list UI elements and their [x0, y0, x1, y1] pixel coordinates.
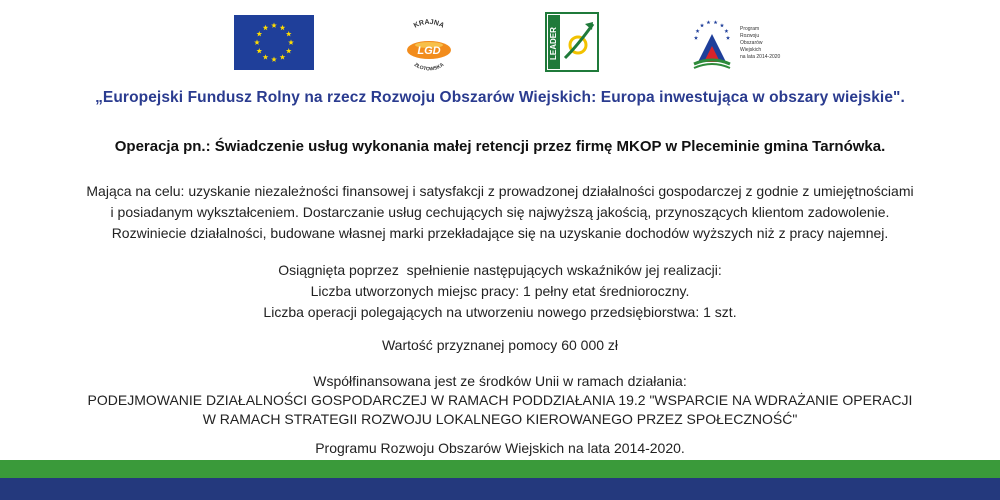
prow-line: Obszarów — [740, 40, 763, 46]
aim-line: Rozwiniecie działalności, budowane własnej marki przekładające się na uzyskanie dochodów wyższych niż z pracy najemnej. — [111, 225, 889, 241]
prow-star-icon — [726, 36, 730, 40]
eu-flag-icon — [234, 15, 314, 70]
indicator-line: Liczba operacji polegających na utworzeniu nowego przedsiębiorstwa: 1 szt. — [263, 304, 737, 320]
aid-value: Wartość przyznanej pomocy 60 000 zł — [381, 337, 619, 353]
green-band — [0, 460, 1000, 478]
prow-star-icon — [694, 36, 698, 40]
prow-star-icon — [724, 29, 728, 33]
svg-text:KRAJNA: KRAJNA — [412, 18, 446, 30]
aim-line: Mająca na celu: uzyskanie niezależności finansowej i satysfakcji z prowadzonej działalności gospodarczej z godnie z umiejętnościami — [86, 183, 914, 199]
svg-text:LEADER: LEADER — [549, 27, 558, 60]
operation-title: Operacja pn.: Świadczenie usług wykonania małej retencji przez firmę MKOP w Pleceminie gmina Tarnówka. — [114, 138, 886, 155]
indicator-line: Liczba utworzonych miejsc pracy: 1 pełny etat średnioroczny. — [310, 283, 690, 299]
blue-band — [0, 478, 1000, 500]
prow-star-icon — [706, 20, 710, 24]
logo-bar — [0, 12, 1000, 74]
prow-logo — [690, 12, 790, 74]
programme-line: Programu Rozwoju Obszarów Wiejskich na lata 2014-2020. — [315, 440, 685, 456]
prow-line: Program — [740, 26, 760, 32]
prow-line: Wiejskich — [740, 47, 762, 53]
cofinance-line: Współfinansowana jest ze środków Unii w ramach działania: — [313, 373, 687, 389]
svg-text:ZŁOTOWSKA: ZŁOTOWSKA — [412, 61, 446, 73]
svg-text:LGD: LGD — [417, 45, 441, 57]
cofinance-line: W RAMACH STRATEGII ROZWOJU LOKALNEGO KIEROWANEGO PRZEZ SPOŁECZNOŚĆ" — [202, 411, 798, 427]
indicators-paragraph — [20, 260, 980, 323]
cofinance-line: PODEJMOWANIE DZIAŁALNOŚCI GOSPODARCZEJ W RAMACH PODDZIAŁANIA 19.2 "WSPARCIE NA WDRAŻANIE OPERACJI — [87, 392, 913, 408]
lgd-krajna-logo — [393, 12, 465, 74]
cofinance-paragraph — [20, 372, 980, 429]
aim-paragraph — [20, 181, 980, 244]
prow-line: Rozwoju — [740, 33, 760, 39]
aim-line: i posiadanym wykształceniem. Dostarczanie usług cechujących się najwyższą jakością, przynoszących klientom zadowolenie. — [110, 204, 890, 220]
indicator-line: Osiągnięta poprzez spełnienie następujących wskaźników jej realizacji: — [278, 262, 722, 278]
fund-headline: „Europejski Fundusz Rolny na rzecz Rozwoju Obszarów Wiejskich: Europa inwestująca w obszary wiejskie". — [95, 89, 905, 106]
prow-star-icon — [720, 23, 724, 27]
prow-star-icon — [695, 29, 699, 33]
prow-line: na lata 2014-2020 — [740, 54, 781, 60]
leader-logo — [545, 12, 599, 72]
prow-star-icon — [713, 20, 717, 24]
prow-star-icon — [700, 23, 704, 27]
